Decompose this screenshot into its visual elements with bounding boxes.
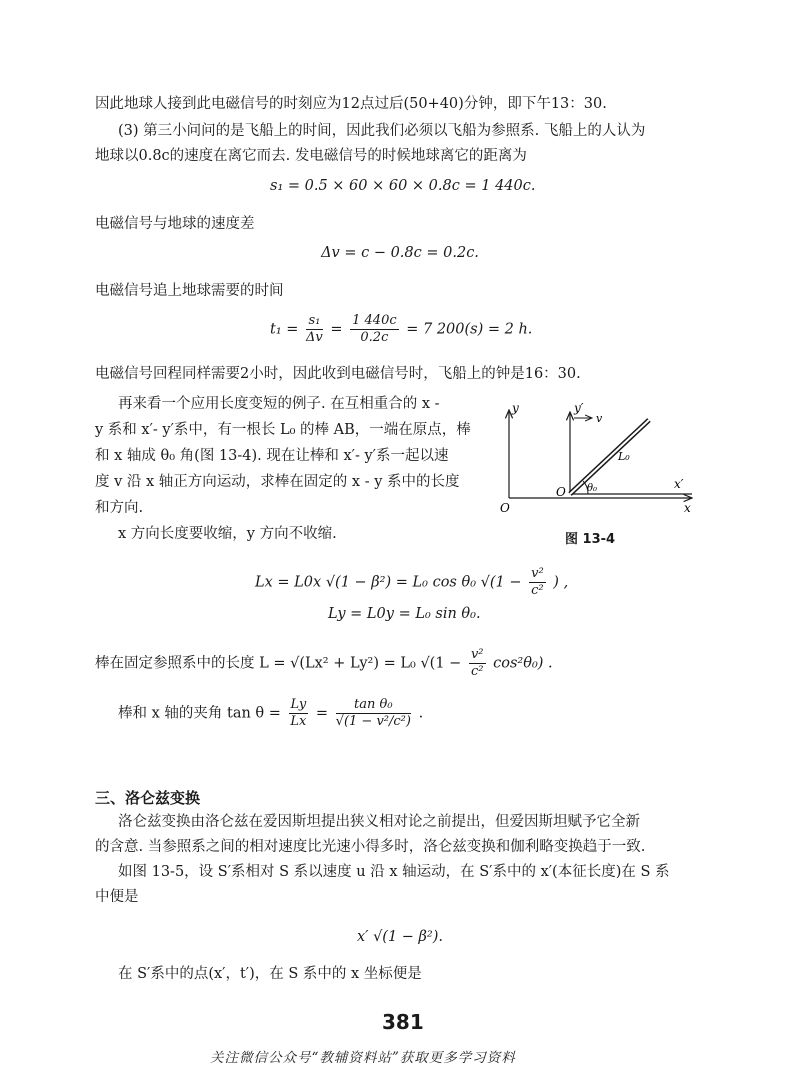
label-y: y (512, 401, 519, 415)
fraction (336, 697, 411, 730)
frac-den: c² (531, 583, 544, 598)
equation-x: x′ √(1 − β²). (356, 929, 444, 945)
frac-num: 1 440c (352, 313, 397, 328)
fraction (350, 313, 399, 346)
label-x-prime: x′ (674, 477, 684, 491)
text-line: x 方向长度要收缩，y 方向不收缩. (118, 526, 337, 542)
frac-den: Δv (306, 330, 323, 345)
fraction (529, 566, 546, 599)
text-line: 的含意. 当参照系之间的相对速度比光速小得多时，洛仑兹变换和伽利略变换趋于一致. (95, 839, 646, 855)
frac-num: Ly (290, 697, 307, 712)
frac-num: tan θ₀ (336, 697, 411, 714)
text-line: 度 v 沿 x 轴正方向运动，求棒在固定的 x - y 系中的长度 (95, 474, 460, 490)
eq-lx-b: ) , (553, 574, 569, 591)
equation-dv: Δv = c − 0.8c = 0.2c. (321, 245, 479, 261)
fraction (469, 647, 486, 680)
section-heading: 三、洛仑兹变换 (95, 789, 201, 807)
text-line: 电磁信号追上地球需要的时间 (95, 283, 284, 299)
text-line: (3) 第三小问问的是飞船上的时间，因此我们必须以飞船为参照系. 飞船上的人认为 (118, 123, 646, 139)
eq-lx-a: Lx = L0x √(1 − β²) = L₀ cos θ₀ √(1 − (255, 574, 522, 591)
text-line (118, 697, 423, 730)
label-o: O (500, 501, 510, 515)
text-line: y 系和 x′- y′系中，有一根长 L₀ 的棒 AB，一端在原点，棒 (95, 422, 471, 438)
footer-note: 关注微信公众号“教辅资料站”获取更多学习资料 (210, 1050, 516, 1066)
frac-den: Lx (290, 714, 307, 729)
text-line: 洛仑兹变换由洛仑兹在爱因斯坦提出狭义相对论之前提出，但爱因斯坦赋予它全新 (118, 814, 640, 830)
text-line: 电磁信号与地球的速度差 (95, 216, 255, 232)
eq-t1-rhs: = 7 200(s) = 2 h. (406, 321, 533, 338)
equation-t1: t₁ = $\frac{\text{s₁}}{\Delta v}$ = $\frac{1 440c}{0.2c}$ = 7 200(s) = 2 h. (270, 313, 533, 345)
rod-highlight (570, 420, 649, 494)
label-o-prime: O (556, 485, 566, 499)
text-l13b: cos²θ₀) . (493, 655, 553, 672)
text-end: . (418, 705, 424, 722)
text-line: 中便是 (95, 889, 139, 905)
label-v: v (596, 412, 603, 425)
label-l0: L₀ (618, 450, 630, 463)
text-l14a: 棒和 x 轴的夹角 tan θ = (118, 705, 281, 722)
figure-13-4 (492, 398, 707, 523)
frac-den: 0.2c (360, 330, 389, 345)
frac-den: c² (470, 664, 484, 679)
equation-lx (255, 566, 585, 599)
text-line: 再来看一个应用长度变短的例子. 在互相重合的 x - (118, 396, 440, 412)
label-theta0: θ₀ (587, 483, 598, 494)
text-line: 在 S′系中的点(x′，t′)，在 S 系中的 x 坐标便是 (118, 966, 422, 982)
text-eq: = (315, 705, 329, 722)
text-line: 如图 13-5，设 S′系相对 S 系以速度 u 沿 x 轴运动，在 S′系中的 x′(本征长度)在 S 系 (118, 864, 670, 880)
frac-den: √(1 − v²/c²) (335, 714, 411, 729)
frac-num: v² (531, 566, 544, 581)
text-line: 因此地球人接到此电磁信号的时刻应为12点过后(50+40)分钟，即下午13：30. (95, 96, 607, 112)
figure-caption: 图 13-4 (565, 532, 616, 547)
label-x: x (684, 501, 691, 515)
text-line: 和 x 轴成 θ₀ 角(图 13-4). 现在让棒和 x′- y′系一起以速 (95, 448, 449, 464)
fraction (289, 697, 309, 730)
eq-t1-lhs: t₁ = (270, 321, 299, 338)
text-l13a: 棒在固定参照系中的长度 L = √(Lx² + Ly²) = L₀ √(1 − (95, 655, 462, 672)
equation-ly: Ly = L0y = L₀ sin θ₀. (328, 606, 481, 622)
equation-s1: s₁ = 0.5 × 60 × 60 × 0.8c = 1 440c. (270, 178, 536, 194)
text-line: 电磁信号回程同样需要2小时，因此收到电磁信号时，飞船上的钟是16：30. (95, 366, 581, 382)
text-line: 地球以0.8c的速度在离它而去. 发电磁信号的时候地球离它的距离为 (95, 148, 527, 164)
text-line (95, 647, 553, 680)
label-y-prime: y′ (574, 401, 584, 415)
fraction (306, 313, 323, 346)
text-line: 和方向. (95, 500, 144, 516)
frac-num: v² (470, 647, 484, 662)
frac-num: s₁ (306, 313, 323, 330)
page-number: 381 (382, 1010, 424, 1034)
